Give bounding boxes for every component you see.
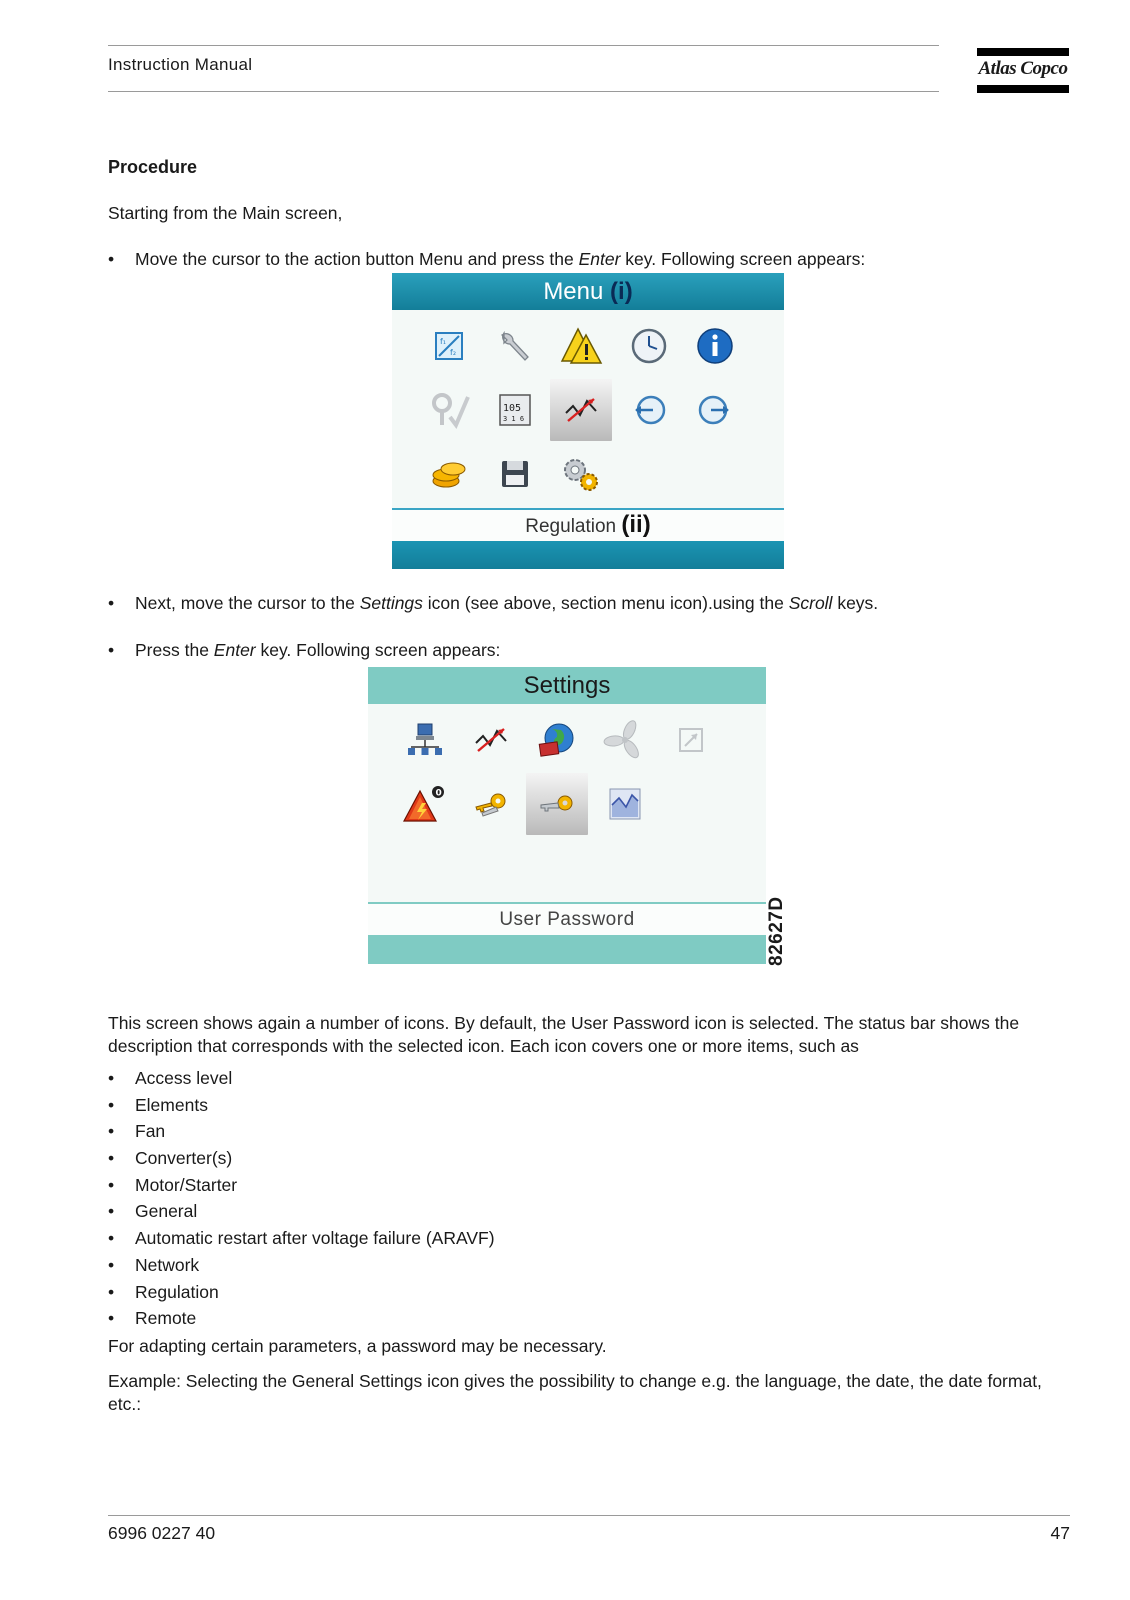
fan-icon[interactable] (602, 717, 648, 763)
info-icon[interactable] (692, 323, 738, 369)
converter-icon[interactable] (668, 717, 714, 763)
menu-status-mark: (ii) (621, 511, 651, 538)
input-icon[interactable] (426, 323, 472, 369)
list-item: • Regulation (108, 1281, 219, 1302)
network-icon[interactable] (402, 717, 448, 763)
list-item: • General (108, 1201, 198, 1222)
svg-text:f₁: f₁ (440, 337, 447, 346)
list-item: • Network (108, 1254, 200, 1275)
page-number: 47 (1050, 1523, 1070, 1543)
menu-title: Menu (543, 278, 604, 305)
menu-title-mark: (i) (610, 278, 633, 305)
settings-footer-bar (368, 935, 766, 964)
svg-text:105: 105 (503, 403, 522, 414)
forward-icon[interactable] (692, 387, 738, 433)
wrench-icon[interactable] (492, 323, 538, 369)
atlas-copco-logo (977, 48, 1069, 93)
save-icon[interactable] (492, 451, 538, 497)
counters-icon[interactable] (492, 387, 538, 433)
globe-icon[interactable] (534, 717, 580, 763)
example-text: Example: Selecting the General Settings icon gives the possibility to change e.g. the language, the date, the date format, etc.: (108, 1371, 1042, 1414)
graph-icon[interactable] (602, 781, 648, 827)
regulation-icon[interactable] (468, 717, 514, 763)
warning-icon[interactable] (558, 323, 604, 369)
alarm-icon[interactable] (402, 781, 448, 827)
list-item: • Remote (108, 1308, 197, 1329)
footer-rule (108, 1515, 1070, 1516)
figure-number: 82627D (766, 896, 787, 966)
settings-screen (368, 667, 766, 964)
menu-footer-bar (392, 541, 784, 569)
doc-number: 6996 0227 40 (108, 1523, 216, 1543)
list-item: • Fan (108, 1121, 166, 1142)
procedure-heading: Procedure (108, 157, 198, 177)
settings-title: Settings (368, 667, 766, 704)
svg-text:0: 0 (435, 788, 442, 799)
items-list (108, 1065, 808, 1332)
list-item: • Converter(s) (108, 1148, 233, 1169)
list-item: • Elements (108, 1094, 208, 1115)
header-rule-top (108, 45, 939, 46)
user-password-icon[interactable] (534, 781, 580, 827)
password-note: For adapting certain parameters, a password may be necessary. (108, 1336, 607, 1356)
list-item: • Access level (108, 1068, 233, 1088)
regulation-icon[interactable] (558, 387, 604, 433)
header-rule-bottom (108, 91, 939, 92)
menu-screen (392, 273, 784, 569)
intro-text: Starting from the Main screen, (108, 203, 343, 223)
menu-status-text: Regulation (525, 516, 617, 537)
clock-icon[interactable] (626, 323, 672, 369)
settings-gear-icon[interactable] (558, 451, 604, 497)
svg-text:3 1 6: 3 1 6 (503, 415, 525, 423)
menu-status-bar (392, 508, 784, 541)
description-text: This screen shows again a number of icons. By default, the User Password icon is selected. The status bar shows the description that corresponds with the selected icon. Each icon covers one or more items, such as (108, 1013, 1020, 1056)
menu-title-bar (392, 273, 784, 310)
list-item: • Motor/Starter (108, 1174, 238, 1195)
settings-status-bar: User Password (368, 902, 766, 935)
coins-icon[interactable] (426, 451, 472, 497)
logo-text: Atlas Copco (978, 58, 1068, 79)
header-title: Instruction Manual (108, 55, 253, 74)
back-icon[interactable] (626, 387, 672, 433)
access-key-icon[interactable] (468, 781, 514, 827)
svg-text:f₂: f₂ (450, 348, 457, 357)
service-icon[interactable] (426, 387, 472, 433)
list-item: • Automatic restart after voltage failure (ARAVF) (108, 1228, 495, 1249)
